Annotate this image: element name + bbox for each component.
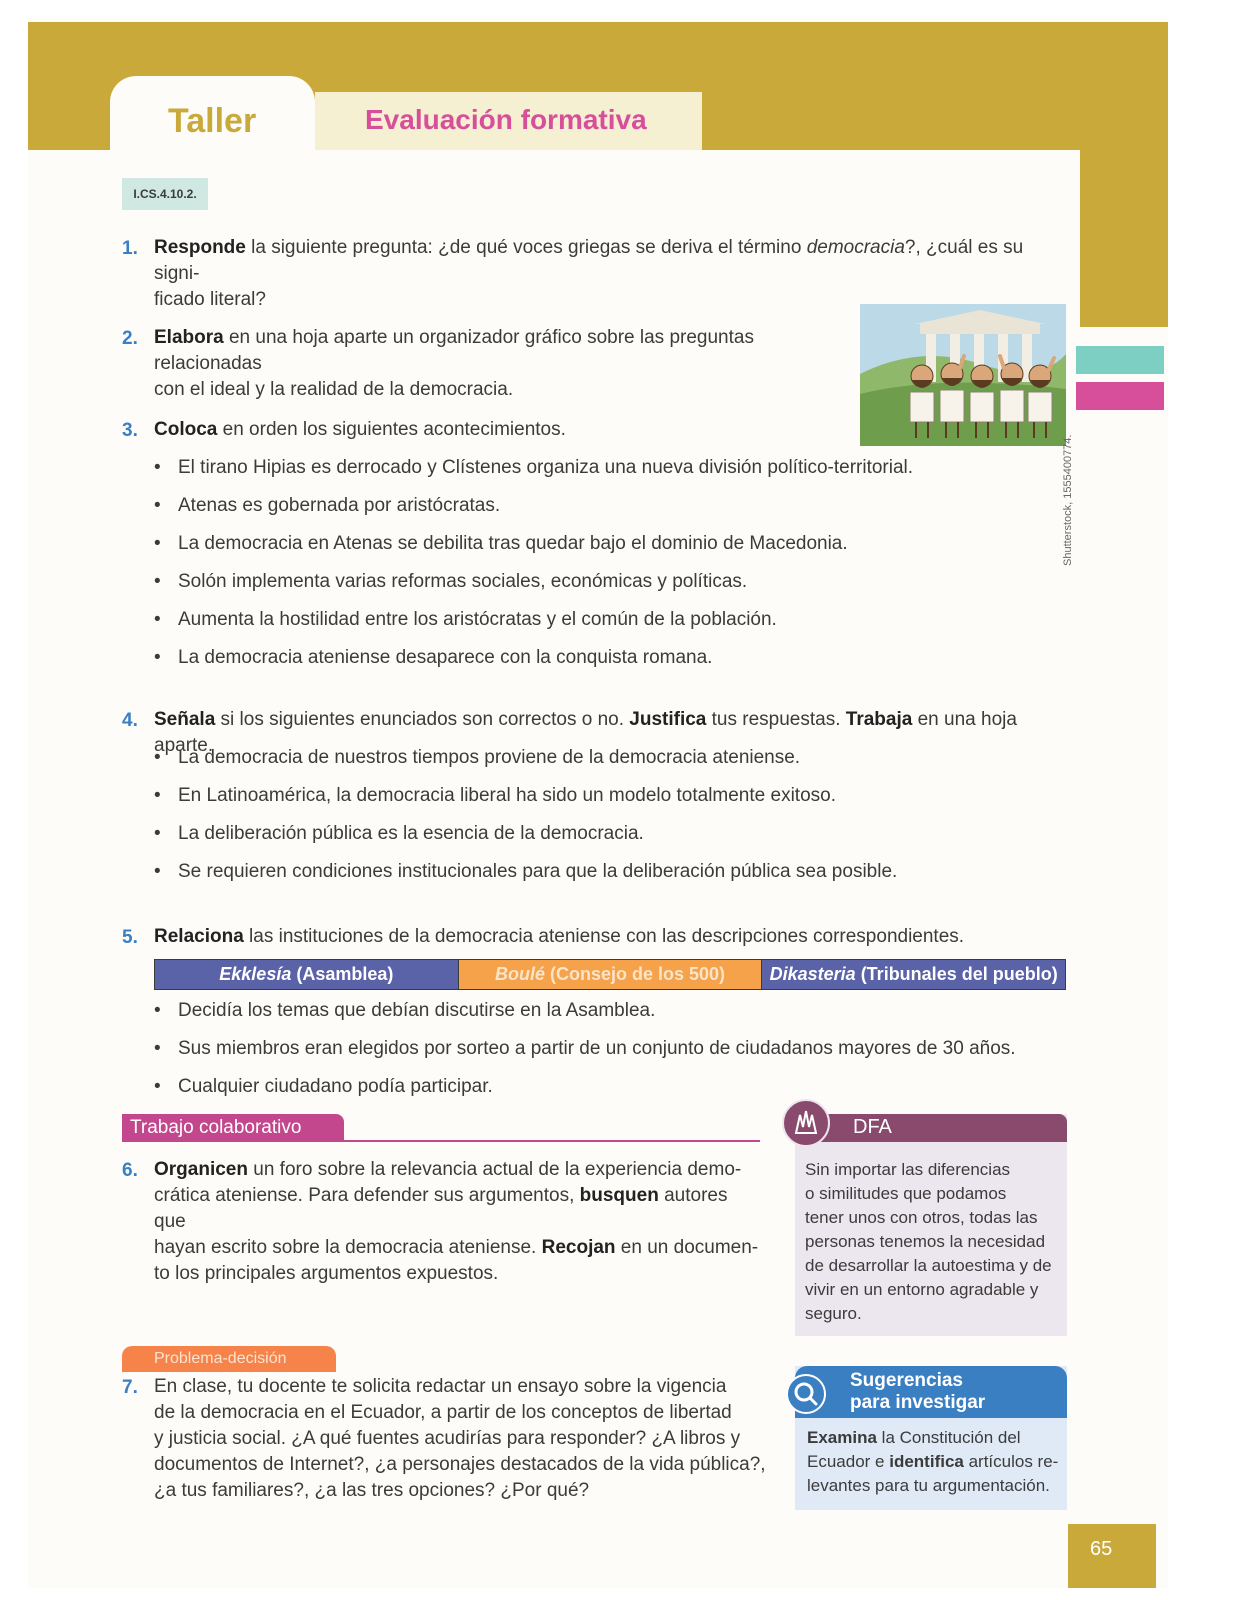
institution-desc: (Asamblea)	[291, 964, 394, 984]
item-3-verb: Coloca	[154, 419, 218, 440]
item-6-t3: en un documen-	[615, 1237, 759, 1258]
suggestions-header	[795, 1366, 1067, 1418]
item-7-text	[154, 1374, 774, 1504]
institution-term: Ekklesía	[219, 964, 292, 984]
dfa-line: de desarrollar la autoestima y de	[805, 1256, 1052, 1275]
suggestions-verb2: identifica	[889, 1452, 964, 1471]
list-item: • Se requieren condiciones institucionales para que la deliberación pública sea posible.	[154, 859, 897, 897]
suggestions-verb: Examina	[807, 1428, 877, 1447]
item-5-number: 5.	[122, 927, 138, 948]
page-number-box	[1068, 1524, 1156, 1588]
item-5-text	[154, 924, 1064, 950]
suggestions-title-line2: para investigar	[850, 1392, 986, 1413]
item-4-verb3: Trabaja	[845, 709, 913, 730]
item-6-l2: crática ateniense. Para defender sus argumentos,	[154, 1185, 580, 1206]
suggestions-t2: artículos re-	[963, 1452, 1059, 1471]
suggestions-title-line1: Sugerencias	[850, 1370, 963, 1391]
greek-citizens-illustration	[860, 304, 1066, 446]
indicator-code: I.CS.4.10.2.	[122, 178, 208, 210]
item-4-text-b: tus respuestas.	[706, 709, 846, 730]
item-6-l4: to los principales argumentos expuestos.	[154, 1263, 499, 1284]
dfa-line: o similitudes que podamos	[805, 1184, 1007, 1203]
item-1-number: 1.	[122, 238, 138, 259]
item-6-text	[154, 1157, 764, 1287]
suggestions-text	[807, 1426, 1062, 1498]
institution-desc: (Consejo de los 500)	[544, 964, 726, 984]
institution-boule	[459, 960, 763, 989]
item-3-bullet-list	[154, 455, 913, 683]
item-4-bullet-list	[154, 745, 897, 897]
list-item: • La democracia de nuestros tiempos proviene de la democracia ateniense.	[154, 745, 897, 783]
dfa-header	[795, 1114, 1067, 1142]
item-6-verb3: Recojan	[541, 1237, 616, 1258]
suggestions-l3: levantes para tu argumentación.	[807, 1476, 1050, 1495]
dfa-line: Sin importar las diferencias	[805, 1160, 1011, 1179]
item-7-line: y justicia social. ¿A qué fuentes acudirías para responder? ¿A libros y	[154, 1428, 741, 1449]
institution-desc: (Tribunales del pueblo)	[855, 964, 1058, 984]
item-6-t2: autores que	[154, 1185, 728, 1232]
dfa-line: personas tenemos la necesidad	[805, 1232, 1046, 1251]
item-4-verb: Señala	[154, 709, 216, 730]
list-item: • Atenas es gobernada por aristócratas.	[154, 493, 913, 531]
item-6-verb: Organicen	[154, 1159, 248, 1180]
item-7-number: 7.	[122, 1377, 138, 1398]
dfa-text	[805, 1158, 1060, 1326]
institution-term: Boulé	[494, 964, 545, 984]
item-1-verb: Responde	[154, 237, 246, 258]
list-item: • La democracia en Atenas se debilita tras quedar bajo el dominio de Macedonia.	[154, 531, 913, 569]
suggestions-t1: la Constitución del	[876, 1428, 1021, 1447]
item-2-text	[154, 325, 844, 403]
magnifier-icon	[786, 1374, 826, 1414]
taller-tab	[110, 76, 315, 156]
item-6-number: 6.	[122, 1160, 138, 1181]
teal-stripe	[1076, 346, 1164, 374]
item-5-verb: Relaciona	[154, 926, 244, 947]
dfa-title: DFA	[853, 1116, 892, 1138]
taller-label: Taller	[168, 102, 257, 140]
item-1-line2: ficado literal?	[154, 289, 266, 310]
item-7-line: En clase, tu docente te solicita redactar un ensayo sobre la vigencia	[154, 1376, 727, 1397]
list-item: • Decidía los temas que debían discutirse en la Asamblea.	[154, 998, 1016, 1036]
item-1-term: democracia	[806, 237, 905, 258]
item-2-verb: Elabora	[154, 327, 224, 348]
item-6-l3: hayan escrito sobre la democracia ateniense.	[154, 1237, 542, 1258]
item-1-text-b: ?, ¿cuál es su signi-	[154, 237, 1024, 284]
item-7-line: ¿a tus familiares?, ¿a las tres opciones? ¿Por qué?	[154, 1480, 590, 1501]
image-credit: Shutterstock, 1555400774.	[1062, 434, 1074, 566]
pink-stripe	[1076, 382, 1164, 410]
item-2-number: 2.	[122, 328, 138, 349]
item-4-text-a: si los siguientes enunciados son correctos o no.	[215, 709, 630, 730]
item-7-line: documentos de Internet?, ¿a personajes destacados de la vida pública?,	[154, 1454, 766, 1475]
collab-tab: Trabajo colaborativo	[122, 1114, 344, 1142]
item-2-text-a: en una hoja aparte un organizador gráfico sobre las preguntas relacionadas	[154, 327, 754, 374]
collab-rule	[344, 1140, 760, 1142]
item-3-number: 3.	[122, 420, 138, 441]
list-item: • Sus miembros eran elegidos por sorteo a partir de un conjunto de ciudadanos mayores de 30 años.	[154, 1036, 1016, 1074]
item-2-line2: con el ideal y la realidad de la democracia.	[154, 379, 514, 400]
list-item: • Aumenta la hostilidad entre los aristócratas y el común de la población.	[154, 607, 913, 645]
hands-icon	[782, 1099, 830, 1147]
page-number: 65	[1090, 1538, 1113, 1560]
section-title-tab	[315, 92, 702, 150]
list-item: • Cualquier ciudadano podía participar.	[154, 1074, 1016, 1112]
dfa-line: seguro.	[805, 1304, 862, 1323]
dfa-line: vivir en un entorno agradable y	[805, 1280, 1039, 1299]
institution-ekklesia	[155, 960, 459, 989]
section-title: Evaluación formativa	[365, 104, 647, 135]
item-3-text	[154, 417, 566, 443]
header-band-right	[1080, 22, 1168, 327]
item-5-text-a: las instituciones de la democracia ateniense con las descripciones correspondientes.	[243, 926, 965, 947]
item-4-text-c: en una hoja aparte.	[154, 709, 1017, 756]
item-4-verb2: Justifica	[629, 709, 707, 730]
item-7-line: de la democracia en el Ecuador, a partir de los conceptos de libertad	[154, 1402, 732, 1423]
item-3-text-a: en orden los siguientes acontecimientos.	[217, 419, 566, 440]
list-item: • Solón implementa varias reformas sociales, económicas y políticas.	[154, 569, 913, 607]
list-item: • El tirano Hipias es derrocado y Clístenes organiza una nueva división político-territorial.	[154, 455, 913, 493]
item-5-bullet-list	[154, 998, 1016, 1112]
item-6-verb2: busquen	[579, 1185, 659, 1206]
list-item: • La democracia ateniense desaparece con la conquista romana.	[154, 645, 913, 683]
list-item: • La deliberación pública es la esencia de la democracia.	[154, 821, 897, 859]
dfa-line: tener unos con otros, todas las	[805, 1208, 1038, 1227]
item-1-text	[154, 235, 1064, 313]
item-4-number: 4.	[122, 710, 138, 731]
institution-term: Dikasteria	[769, 964, 856, 984]
item-1-text-a: la siguiente pregunta: ¿de qué voces griegas se deriva el término	[245, 237, 807, 258]
item-6-t1: un foro sobre la relevancia actual de la experiencia demo-	[247, 1159, 742, 1180]
suggestions-l2: Ecuador e	[807, 1452, 890, 1471]
list-item: • En Latinoamérica, la democracia liberal ha sido un modelo totalmente exitoso.	[154, 783, 897, 821]
institutions-table	[154, 959, 1066, 990]
suggestions-title	[850, 1370, 985, 1414]
problem-tab: Problema-decisión	[122, 1346, 336, 1372]
institution-dikasteria	[762, 960, 1065, 989]
